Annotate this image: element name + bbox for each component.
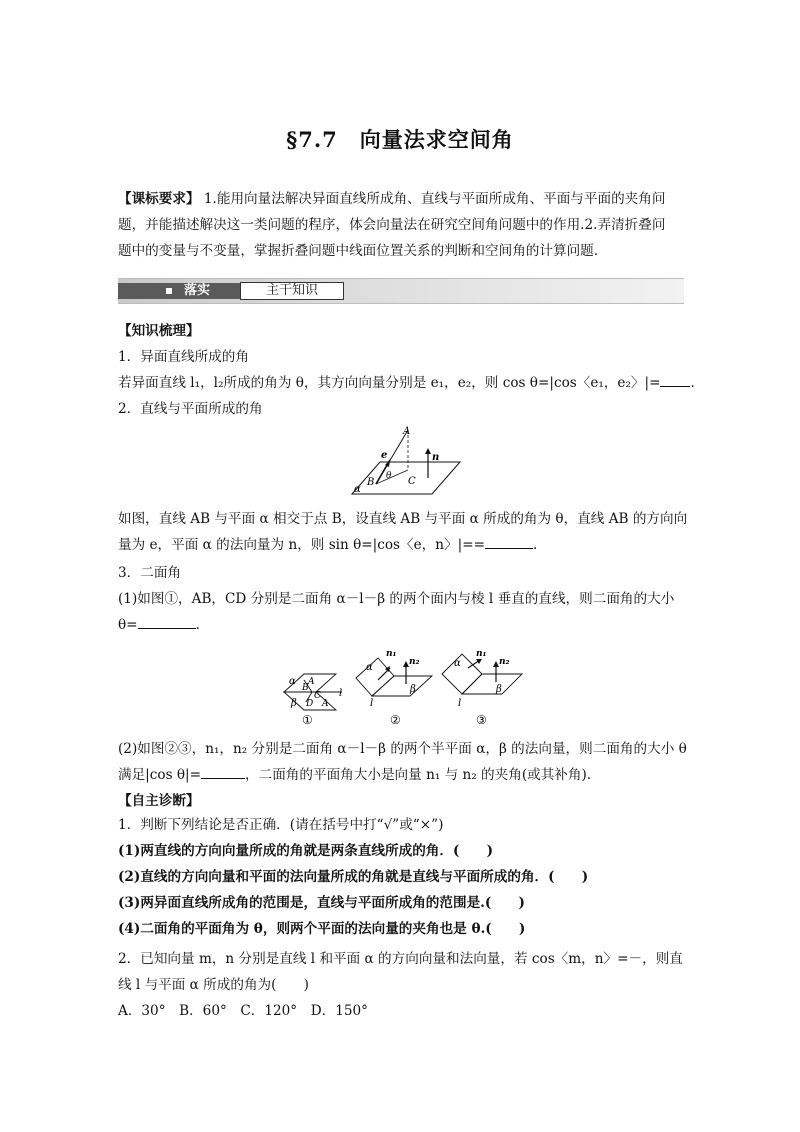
page-title: §7.7 向量法求空间角	[286, 127, 514, 152]
label-b: B	[367, 477, 375, 488]
half-plane-beta	[372, 676, 432, 696]
section-3-theta: θ=	[118, 617, 138, 633]
label-alpha: α	[354, 484, 361, 495]
label-beta: β	[410, 684, 416, 695]
question-1-item-4: (4)二面角的平面角为 θ，则两个平面的法向量的夹角也是 θ.( )	[118, 921, 526, 937]
label-l: l	[339, 688, 343, 699]
label-beta: β	[496, 684, 502, 695]
dihedral-figure-2	[356, 649, 432, 727]
label-n2: n₂	[409, 657, 420, 667]
label-l: l	[370, 698, 374, 709]
label-n1: n₁	[476, 649, 487, 659]
question-2-options: A．30° B．60° C．120° D．150°	[118, 1003, 368, 1019]
knowledge-heading: 【知识梳理】	[118, 323, 200, 339]
caption-1: ①	[302, 713, 313, 727]
section-3-text-2: θ= .	[118, 612, 684, 638]
section-3-cos: 满足|cos θ|=	[118, 767, 202, 783]
dihedral-figure-3	[442, 649, 522, 727]
answer-blank	[201, 764, 245, 779]
label-e: e	[381, 450, 388, 461]
line-plane-angle-figure	[340, 422, 470, 498]
section-1-text: 若异面直线 l₁，l₂所成的角为 θ，其方向向量分别是 e₁，e₂，则 cos θ=|cos〈e₁，e₂〉|= .	[118, 370, 684, 396]
label-alpha: α	[454, 658, 461, 669]
section-2-title: 2．直线与平面所成的角	[118, 401, 263, 417]
label-c: C	[408, 476, 416, 487]
question-1-item-3: (3)两异面直线所成角的范围是，直线与平面所成角的范围是.( )	[118, 895, 525, 911]
label-beta: β	[291, 698, 297, 709]
question-2-line-2: 线 l 与平面 α 所成的角为( )	[118, 977, 309, 993]
question-2-line-1: 2．已知向量 m，n 分别是直线 l 和平面 α 的方向向量和法向量，若 cos〈m，n〉=－，则直	[118, 951, 683, 967]
banner-dark-label: 落实	[184, 283, 211, 298]
dihedral-figure-1	[284, 674, 342, 727]
section-3-text-1: (1)如图①，AB，CD 分别是二面角 α－l－β 的两个面内与棱 l 垂直的直线，则二面角的大小	[118, 591, 675, 607]
requirements-label: 【课标要求】	[118, 191, 200, 207]
section-3-text-3: (2)如图②③，n₁，n₂ 分别是二面角 α－l－β 的两个半平面 α，β 的法向量，则二面角的大小 θ	[118, 741, 687, 757]
label-a-2: A	[322, 699, 329, 709]
label-a: A	[403, 426, 411, 437]
normal-n-arrowhead	[425, 448, 431, 454]
bullet-square-icon	[166, 288, 172, 294]
section-3-tail: ，二面角的平面角大小是向量 n₁ 与 n₂ 的夹角(或其补角).	[245, 767, 592, 783]
requirements-line-3: 题中的变量与不变量，掌握折叠问题中线面位置关系的判断和空间角的计算问题.	[118, 243, 599, 259]
banner-box-label: 主干知识	[240, 282, 344, 300]
requirements-line-2: 题，并能描述解决这一类问题的程序，体会向量法在研究空间角问题中的作用.2.弄清折叠问	[118, 217, 666, 233]
requirements-text-1: 1.能用向量法解决异面直线所成角、直线与平面所成角、平面与平面的夹角问	[199, 191, 666, 207]
caption-2: ②	[390, 713, 401, 727]
label-alpha: α	[366, 662, 373, 673]
label-c: C	[314, 691, 321, 701]
label-theta: θ	[386, 471, 392, 481]
section-1-body: 若异面直线 l₁，l₂所成的角为 θ，其方向向量分别是 e₁，e₂，则 cos θ=|cos〈e₁，e₂〉|=	[118, 375, 661, 391]
question-1-item-1: (1)两直线的方向向量所成的角就是两条直线所成的角．( )	[118, 843, 494, 859]
dihedral-angle-figures	[282, 644, 532, 728]
section-2-text-1: 如图，直线 AB 与平面 α 相交于点 B，设直线 AB 与平面 α 所成的角为 θ，直线 AB 的方向向	[118, 511, 688, 527]
banner-dark-tab	[118, 283, 240, 299]
section-2-text-2: 量为 e，平面 α 的法向量为 n，则 sin θ=|cos〈e，n〉|== .	[118, 532, 684, 558]
section-2-body: 量为 e，平面 α 的法向量为 n，则 sin θ=|cos〈e，n〉|==	[118, 537, 485, 553]
question-1: 1．判断下列结论是否正确．(请在括号中打“√”或“×”)	[118, 817, 444, 833]
label-a: A	[308, 677, 315, 687]
section-3-text-4	[118, 762, 684, 788]
answer-blank	[138, 614, 196, 629]
question-1-item-2: (2)直线的方向向量和平面的法向量所成的角就是直线与平面所成的角．( )	[118, 869, 589, 885]
half-plane-beta	[462, 674, 522, 694]
section-banner	[118, 278, 684, 304]
answer-blank	[485, 534, 533, 549]
section-1-title: 1．异面直线所成的角	[118, 349, 249, 365]
diagnosis-heading: 【自主诊断】	[118, 793, 200, 809]
label-n2: n₂	[499, 657, 510, 667]
label-b: B	[302, 683, 309, 693]
label-d: D	[306, 699, 314, 709]
answer-blank	[660, 372, 690, 387]
label-n: n	[432, 452, 440, 463]
label-alpha: α	[289, 676, 296, 687]
requirements-line-1	[118, 186, 684, 212]
half-plane-alpha	[442, 654, 482, 694]
section-3-title: 3．二面角	[118, 565, 182, 581]
label-n1: n₁	[386, 649, 397, 659]
label-l: l	[458, 698, 462, 709]
half-plane-alpha	[356, 658, 394, 696]
caption-3: ③	[476, 713, 487, 727]
